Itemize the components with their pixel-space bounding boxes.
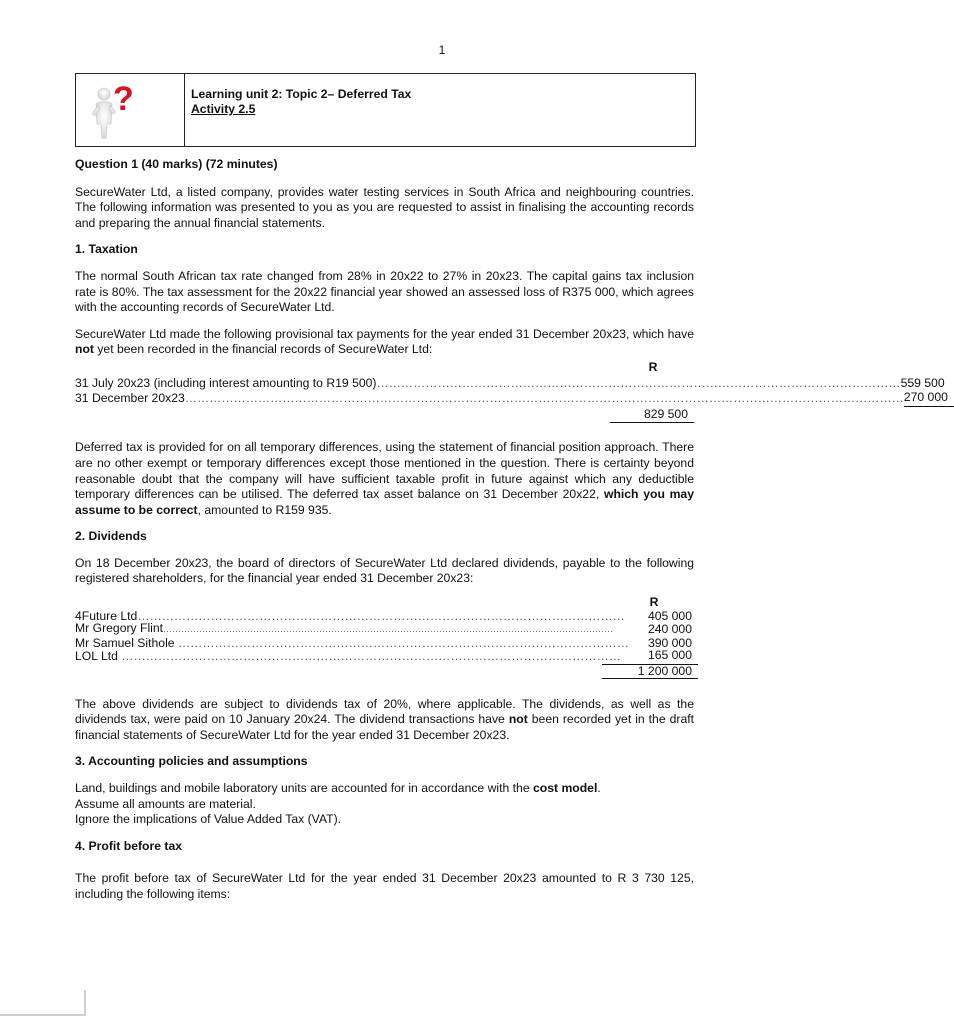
question-heading: Question 1 (40 marks) (72 minutes): [75, 157, 278, 171]
taxation-para-3: Deferred tax is provided for on all temporary differences, using the statement of financial position approach. There are no other exempt or temporary differences except those mentioned in the question. There is certainty beyond reasonable doubt that the company will have sufficient taxable profit in future against which any deductible temporary differences can be utilised. The deferred tax asset balance on 31 December 20x22, which you may assume to be correct, amounted to R159 935.: [75, 440, 694, 517]
policies-line-2: Assume all amounts are material.: [75, 796, 256, 811]
amount-cell: 559 500: [900, 375, 945, 390]
page-number: 1: [438, 43, 446, 57]
taxation-para-2: SecureWater Ltd made the following provisional tax payments for the year ended 31 December 20x23, which have not yet been recorded in the financial records of SecureWater Ltd:: [75, 326, 694, 357]
dividends-para-2: The above dividends are subject to dividends tax of 20%, where applicable. The dividends, as well as the dividends tax, were paid on 10 January 20x24. The dividend transactions have not been recorded yet in the draft financial statements of SecureWater Ltd for the year ended 31 December 20x23.: [75, 696, 694, 742]
column-header-r: R: [649, 595, 659, 610]
section-dividends-heading: 2. Dividends: [75, 529, 147, 544]
amount-cell: 240 000: [647, 622, 692, 637]
table-row: Mr Gregory Flint…………………………………………………………………………………………………………………………………… 240 000: [75, 624, 698, 638]
amount-cell: 405 000: [647, 608, 692, 623]
amount-cell: 165 000: [602, 648, 698, 665]
document-body: [75, 157, 948, 903]
question-intro: SecureWater Ltd, a listed company, provides water testing services in South Africa and neighbouring countries. The following information was presented to you as you are requested to assist in finalising the accounting records and preparing the annual financial statements.: [75, 184, 694, 230]
section-taxation-heading: 1. Taxation: [75, 242, 138, 257]
dividends-para-1: On 18 December 20x23, the board of directors of SecureWater Ltd declared dividends, payable to the following registered shareholders, for the financial year ended 31 December 20x23:: [75, 555, 694, 586]
total-cell: 1 200 000: [602, 665, 698, 679]
amount-cell: 390 000: [647, 635, 692, 650]
section-profit-heading: 4. Profit before tax: [75, 838, 183, 853]
table-row: 31 July 20x23 (including interest amounting to R19 500)………………………………………………………………………………………………………………… 559 500: [75, 376, 694, 392]
total-cell: 829 500: [610, 407, 694, 424]
section-policies-heading: 3. Accounting policies and assumptions: [75, 754, 308, 769]
activity-title: Learning unit 2: Topic 2– Deferred Tax: [191, 87, 412, 101]
svg-text:?: ?: [113, 80, 134, 118]
provisional-tax-table: [75, 359, 948, 423]
taxation-para-1: The normal South African tax rate changed from 28% in 20x22 to 27% in 20x23. The capital gains tax inclusion rate is 80%. The tax assessment for the 20x22 financial year showed an assessed loss of R375 000, which agrees with the accounting records of SecureWater Ltd.: [75, 268, 694, 315]
table-row: Mr Samuel Sithole ………………………………………………………………………………………………… 390 000: [75, 638, 698, 652]
amount-cell: 270 000: [904, 390, 954, 407]
table-row: 31 December 20x23…………………………………………………………………………………………………………………………………………………………… 270 000: [75, 391, 694, 407]
column-header-r: R: [648, 359, 658, 374]
policies-line-3: Ignore the implications of Value Added Tax (VAT).: [75, 812, 342, 827]
activity-header: [75, 73, 696, 147]
profit-para: The profit before tax of SecureWater Ltd for the year ended 31 December 20x23 amounted to R 3 730 125, including the following items:: [75, 871, 694, 901]
dividends-table: [75, 595, 698, 679]
question-figure-icon: [76, 74, 185, 146]
page-corner-mark: [0, 990, 86, 1016]
table-row: LOL Ltd …………………………………………………………………………………………………………… 165 000: [75, 651, 698, 665]
table-row: 4Future Ltd………………………………………………………………………………………………………… 405 000: [75, 611, 698, 625]
policies-line-1: Land, buildings and mobile laboratory units are accounted for in accordance with the cost model.: [75, 781, 601, 796]
activity-subtitle: Activity 2.5: [191, 102, 256, 116]
